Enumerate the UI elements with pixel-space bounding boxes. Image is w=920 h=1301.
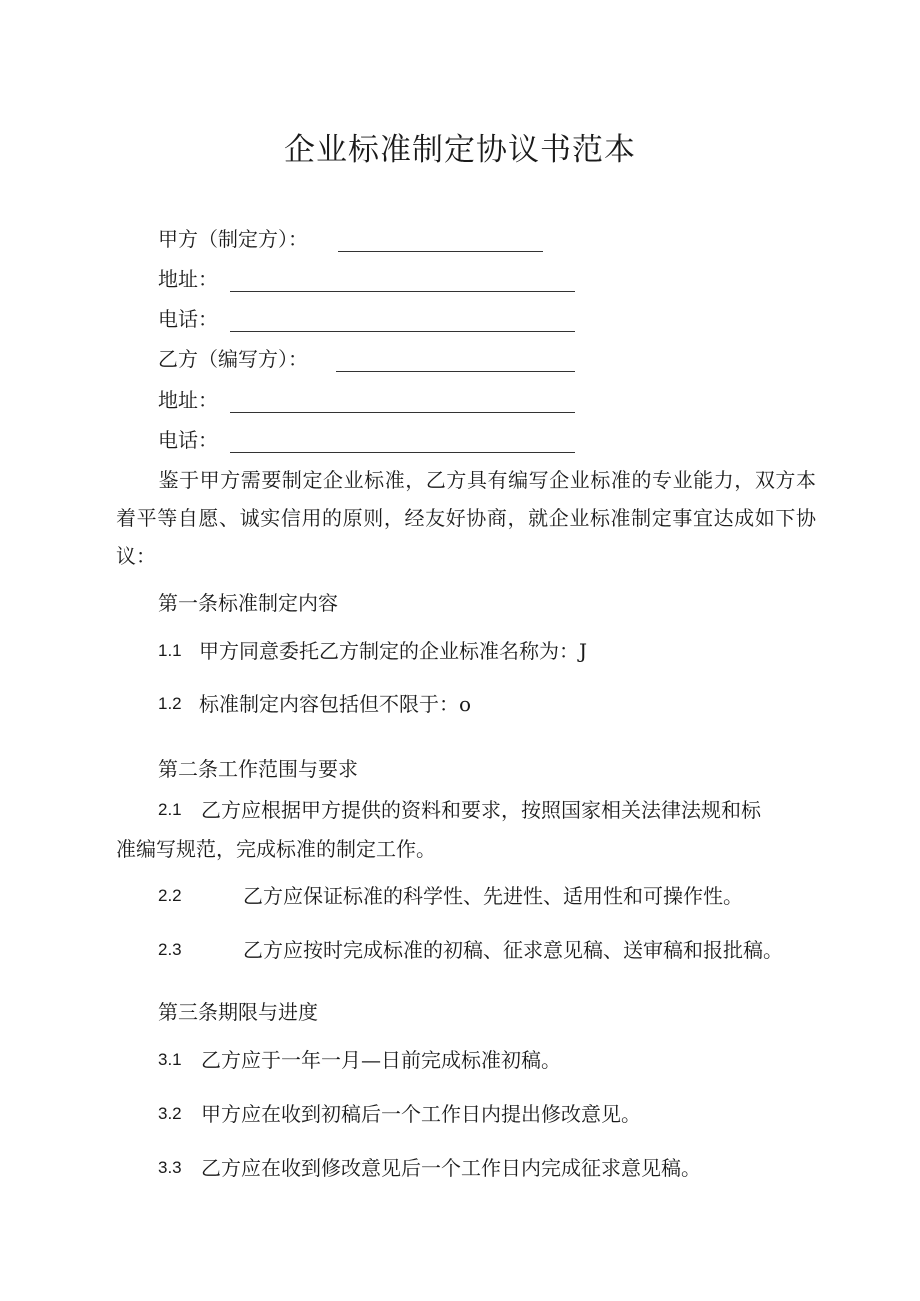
article-2-heading: 第二条工作范围与要求 [158,757,358,781]
item-2-1-number: 2.1 [158,800,182,819]
party-b-blank[interactable] [336,371,575,372]
party-b-address-field [158,387,218,413]
article-3-heading: 第三条期限与进度 [158,1000,318,1024]
party-a-address-label: 地址： [158,267,218,291]
party-b-phone-label: 电话： [158,428,218,452]
item-2-2-number: 2.2 [158,886,182,905]
party-b-field [158,346,308,372]
item-2-1-text-line1: 乙方应根据甲方提供的资料和要求，按照国家相关法律法规和标 [201,798,761,822]
party-a-blank[interactable] [338,251,543,252]
item-2-2-text: 乙方应保证标准的科学性、先进性、适用性和可操作性。 [243,884,743,908]
item-1-2-text: 标准制定内容包括但不限于：o [199,692,472,716]
party-a-phone-field [158,306,218,332]
item-3-1-number: 3.1 [158,1050,182,1069]
item-3-1-text: 乙方应于一年一月—日前完成标准初稿。 [201,1048,561,1072]
party-a-phone-blank[interactable] [230,331,575,332]
party-a-address-blank[interactable] [230,291,575,292]
item-1-2-number: 1.2 [158,694,182,713]
party-b-address-label: 地址： [158,388,218,412]
article-1-heading: 第一条标准制定内容 [158,591,338,615]
preamble-paragraph [116,461,816,575]
party-a-label: 甲方（制定方）： [158,227,308,251]
party-b-phone-blank[interactable] [230,452,575,453]
item-1-1-number: 1.1 [158,641,182,660]
item-2-3-text: 乙方应按时完成标准的初稿、征求意见稿、送审稿和报批稿。 [243,938,783,962]
preamble-text: 鉴于甲方需要制定企业标准，乙方具有编写企业标准的专业能力，双方本着平等自愿、诚实信用的原则，经友好协商，就企业标准制定事宜达成如下协议： [116,468,816,568]
item-1-1-text: 甲方同意委托乙方制定的企业标准名称为：J [199,639,588,663]
party-a-field [158,226,308,252]
party-a-address-field [158,266,218,292]
item-3-3-text: 乙方应在收到修改意见后一个工作日内完成征求意见稿。 [201,1156,701,1180]
party-b-label: 乙方（编写方）： [158,347,308,371]
party-b-address-blank[interactable] [230,412,575,413]
item-2-1-text-line2: 准编写规范，完成标准的制定工作。 [116,837,436,861]
document-title: 企业标准制定协议书范本 [284,132,636,168]
party-b-phone-field [158,427,218,453]
party-a-phone-label: 电话： [158,307,218,331]
item-3-3-number: 3.3 [158,1158,182,1177]
item-2-3-number: 2.3 [158,940,182,959]
item-3-2-number: 3.2 [158,1104,182,1123]
item-3-2-text: 甲方应在收到初稿后一个工作日内提出修改意见。 [201,1102,641,1126]
